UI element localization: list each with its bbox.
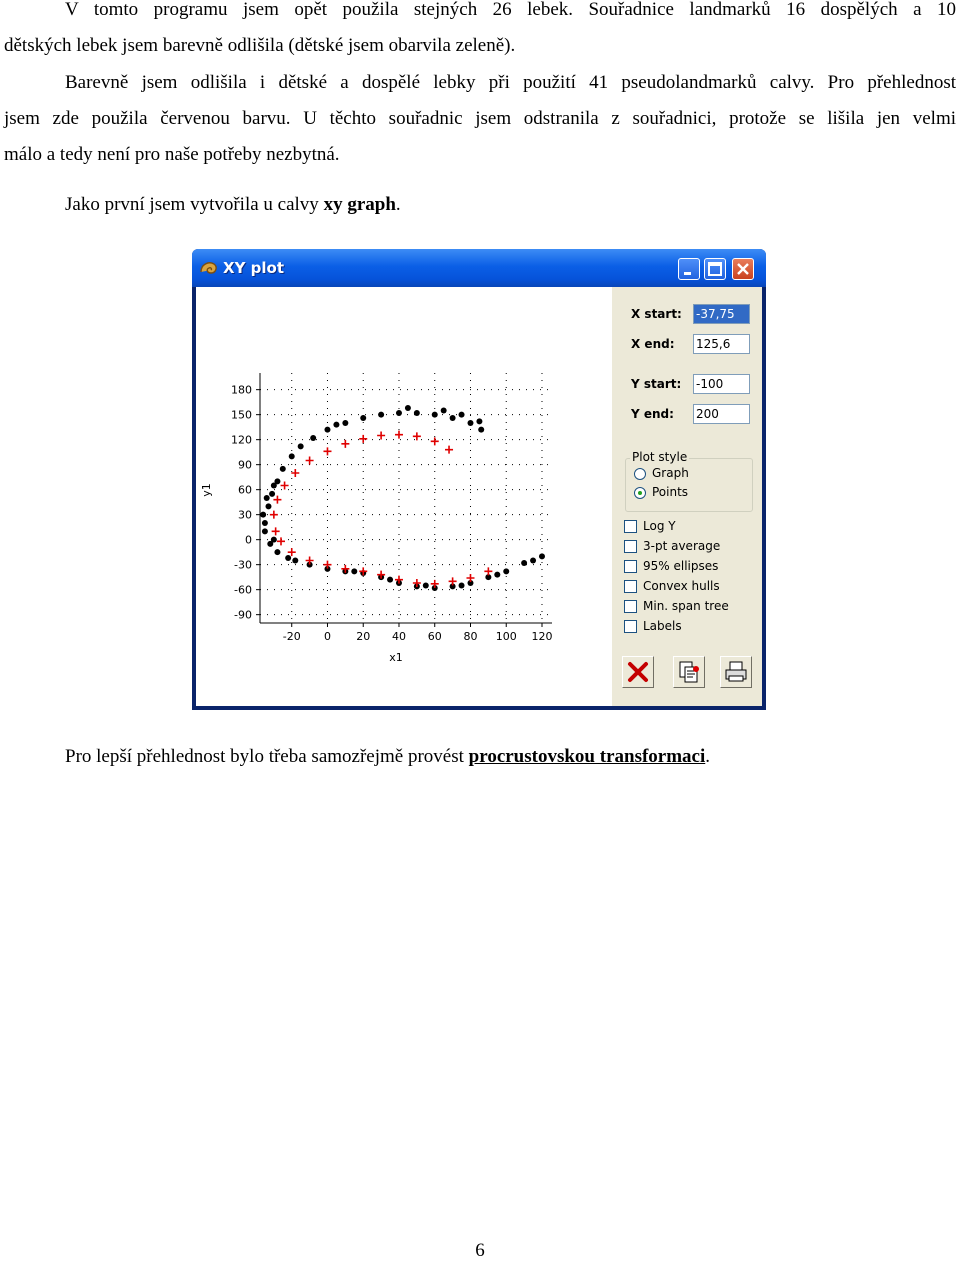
close-red-x-icon [623,657,653,687]
paragraph-4-prefix: Pro lepší přehlednost bylo třeba samozřejmě provést [65,746,469,767]
y-axis-label: y1 [200,483,213,497]
checkbox-log-y[interactable] [624,520,637,533]
data-point-dot [432,412,438,418]
print-button[interactable] [720,656,752,688]
paragraph-4 [4,739,956,775]
copy-icon [674,657,704,687]
x-tick-label: 80 [463,630,478,643]
y-tick-label: -90 [234,608,252,622]
close-icon [733,259,753,279]
paragraph-3-suffix: . [395,194,401,215]
x-start-label: X start: [631,307,682,321]
data-point-cross [281,482,289,490]
title-bar[interactable] [192,249,766,287]
y-tick-label: 90 [238,458,252,472]
data-point-dot [324,427,330,433]
data-point-dot [396,410,402,416]
close-plot-button[interactable] [622,656,654,688]
data-point-dot [414,410,420,416]
x-tick-label: 40 [391,630,406,643]
page-number: 6 [475,1240,485,1261]
data-point-cross [306,457,314,465]
print-icon [721,657,751,687]
data-point-dot [285,555,291,561]
data-point-dot [478,427,484,433]
checkbox-labels[interactable] [624,620,637,633]
data-point-dot [271,483,277,489]
y-tick-label: 150 [231,408,252,422]
close-button[interactable] [732,258,754,280]
data-point-dot [494,572,500,578]
data-point-dot [265,503,271,509]
checkbox-min-span-tree-label: Min. span tree [643,599,729,613]
paragraph-1 [4,0,956,64]
data-point-cross [449,577,457,585]
paragraph-1-line-1: V tomto programu jsem opět použila stejných 26 lebek. Souřadnice landmarků 16 dospělých a 10 [65,0,956,20]
checkbox-convex-hulls[interactable] [624,580,637,593]
data-point-cross [377,432,385,440]
y-tick-label: -60 [234,583,252,597]
paragraph-3-bold: xy graph [323,194,396,215]
data-point-cross [431,580,439,588]
data-point-dot [262,520,268,526]
data-point-dot [351,568,357,574]
y-end-input[interactable]: 200 [693,404,750,424]
x-tick-label: 20 [356,630,371,643]
checkbox-95-ellipses-label: 95% ellipses [643,559,719,573]
data-point-dot [387,577,393,583]
data-point-dot [260,512,266,518]
checkbox-convex-hulls-label: Convex hulls [643,579,720,593]
data-point-dot [530,558,536,564]
plot-style-title: Plot style [632,450,688,464]
scatter-chart [196,287,612,706]
data-point-cross [270,511,278,519]
paragraph-2-line-1: Barevně jsem odlišila i dětské a dospělé lebky při použití 41 pseudolandmarků calvy. Pro přehlednost [65,72,956,93]
x-tick-label: 120 [531,630,553,643]
y-tick-label: -30 [234,558,252,572]
x-tick-label: -20 [282,630,301,643]
paragraph-4-suffix: . [705,746,711,767]
data-point-cross [445,446,453,454]
radio-graph-label: Graph [652,466,689,480]
data-point-dot [521,560,527,566]
data-point-dot [360,415,366,421]
data-point-cross [359,435,367,443]
x-end-label: X end: [631,337,675,351]
x-tick-label: 60 [427,630,442,643]
data-point-dot [310,435,316,441]
data-point-cross [413,432,421,440]
x-tick-label: 100 [495,630,517,643]
data-point-cross [323,447,331,455]
xy-plot-window [192,249,766,710]
data-point-cross [431,437,439,445]
y-end-label: Y end: [631,407,674,421]
data-point-cross [323,561,331,569]
paragraph-3-prefix: Jako první jsem vytvořila u calvy [65,194,324,215]
x-end-input[interactable]: 125,6 [693,334,750,354]
window-title: XY plot [223,259,285,277]
paragraph-1-line-2: dětských lebek jsem barevně odlišila (dětské jsem obarvila zeleně). [4,35,516,56]
y-start-input[interactable]: -100 [693,374,750,394]
data-point-dot [262,528,268,534]
data-point-dot [274,549,280,555]
data-point-cross [359,567,367,575]
data-point-cross [288,548,296,556]
shell-icon [199,258,219,278]
data-point-dot [423,583,429,589]
data-point-dot [271,537,277,543]
data-point-cross [291,469,299,477]
copy-button[interactable] [673,656,705,688]
data-point-cross [466,574,474,582]
checkbox-labels-label: Labels [643,619,682,633]
data-point-cross [395,431,403,439]
data-point-dot [333,422,339,428]
data-point-dot [539,553,545,559]
radio-points[interactable] [634,487,646,499]
data-point-dot [503,568,509,574]
data-point-dot [467,420,473,426]
data-point-cross [272,527,280,535]
data-point-dot [280,466,286,472]
plot-area [196,287,612,706]
data-point-dot [264,495,270,501]
data-point-dot [450,415,456,421]
y-tick-label: 180 [231,383,252,397]
data-point-dot [298,443,304,449]
x-tick-label: 0 [323,630,331,643]
data-point-dot [292,558,298,564]
window-client [196,287,762,706]
maximize-icon [705,259,725,279]
data-point-dot [342,420,348,426]
data-point-cross [341,440,349,448]
data-point-cross [306,557,314,565]
data-point-dot [289,453,295,459]
data-point-dot [405,405,411,411]
paragraph-2-line-2: jsem zde použila červenou barvu. U těchto souřadnic jsem odstranila z souřadnici, protože se lišila jen velmi [4,108,956,129]
plot-style-group [625,450,753,512]
data-point-cross [277,537,285,545]
y-tick-label: 30 [238,508,252,522]
data-point-dot [476,418,482,424]
checkbox-min-span-tree[interactable] [624,600,637,613]
data-point-dot [459,412,465,418]
radio-graph[interactable] [634,468,646,480]
checkbox-95-ellipses[interactable] [624,560,637,573]
data-point-cross [484,567,492,575]
maximize-button[interactable] [704,258,726,280]
paragraph-4-bold: procrustovskou transformaci [468,746,706,767]
x-axis-label: x1 [389,651,403,664]
data-point-dot [441,408,447,414]
paragraph-3 [4,187,956,223]
radio-points-label: Points [652,485,689,499]
data-point-cross [273,496,281,504]
y-start-label: Y start: [631,377,682,391]
x-start-input[interactable]: -37,75 [693,304,750,324]
y-tick-label: 120 [231,433,252,447]
checkbox-log-y-label: Log Y [643,519,676,533]
paragraph-2-line-3: málo a tedy není pro naše potřeby nezbytná. [4,144,340,165]
data-point-dot [269,491,275,497]
minimize-button[interactable] [678,258,700,280]
y-tick-label: 0 [245,533,252,547]
checkbox-3pt-average[interactable] [624,540,637,553]
data-point-dot [459,583,465,589]
minimize-icon [679,259,699,279]
data-point-dot [378,412,384,418]
checkbox-3pt-average-label: 3-pt average [643,539,721,553]
y-tick-label: 60 [238,483,252,497]
paragraph-2 [4,65,956,173]
